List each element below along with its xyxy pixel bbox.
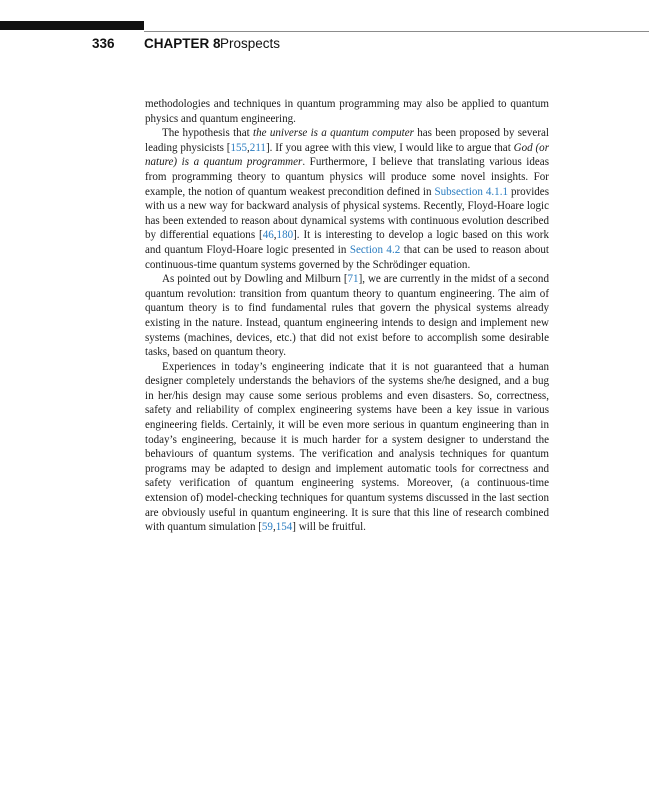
paragraph-4: Experiences in today’s engineering indicate that it is not guaranteed that a human designer completely understands the behaviors of the systems she/he designed, and a bug in her/his design may cause some serious problems and even disasters. So, correctness, safety and reliability of complex engineering systems have been a key issue in various engineering fields. Certainly, it will be even more serious in quantum engineering than in today’s engineering, because it is much harder for a system designer to understand the behaviours of quantum systems. The verification and analysis techniques for quantum programs may be adapted to design and implement automatic tools for correctness and safety verification of quantum engineering systems. Moreover, (a continuous-time extension of) model-checking techniques for quantum systems discussed in the last section are obviously useful in quantum engineering. It is sure that this line of research combined with quantum simulation [59,154] will be fruitful. [145, 360, 549, 534]
citation-link-46[interactable]: 46 [262, 229, 274, 242]
chapter-title: Prospects [220, 36, 281, 51]
emphasis-universe: the universe is a quantum computer [253, 127, 414, 140]
page-number: 336 [92, 36, 115, 51]
emphasis-god: God (or nature) is a quantum programmer [145, 141, 549, 169]
body-text [145, 97, 549, 535]
subsection-4-1-1-link[interactable]: Subsection 4.1.1 [434, 185, 508, 198]
citation-link-71[interactable]: 71 [347, 273, 359, 286]
citation-link-180[interactable]: 180 [276, 229, 294, 242]
citation-link-155[interactable]: 155 [230, 141, 248, 154]
header-rule [144, 31, 649, 32]
citation-link-211[interactable]: 211 [249, 141, 266, 154]
paragraph-3: As pointed out by Dowling and Milburn [71], we are currently in the midst of a second quantum revolution: transition from quantum theory to quantum engineering. The aim of quantum theory is to find fundamental rules that govern the physical systems already existing in the nature. Instead, quantum engineering intends to design and implement new systems (machines, devices, etc.) that did not exist before to accomplish some desirable tasks, based on quantum theory. [145, 273, 549, 359]
paragraph-2: The hypothesis that the universe is a quantum computer has been proposed by several leading physicists [155,211]. If you agree with this view, I would like to argue that God (or nature) is a quantum programmer. Furthermore, I believe that translating various ideas from programming theory to quantum physics will produce some novel insights. For example, the notion of quantum weakest precondition defined in Subsection 4.1.1 provides with us a new way for backward analysis of physical systems. Recently, Floyd-Hoare logic has been extended to reason about dynamical systems with continuous evolution described by differential equations [46,180]. It is interesting to develop a logic based on this work and quantum Floyd-Hoare logic presented in Section 4.2 that can be used to reason about continuous-time quantum systems governed by the Schrödinger equation. [145, 127, 550, 271]
section-4-2-link[interactable]: Section 4.2 [349, 243, 401, 256]
citation-link-154[interactable]: 154 [275, 521, 293, 534]
paragraph-1: methodologies and techniques in quantum programming may also be applied to quantum physics and quantum engineering. [145, 98, 549, 125]
citation-link-59[interactable]: 59 [261, 521, 273, 534]
chapter-label: CHAPTER 8 [144, 36, 221, 51]
header-black-bar [0, 21, 144, 30]
